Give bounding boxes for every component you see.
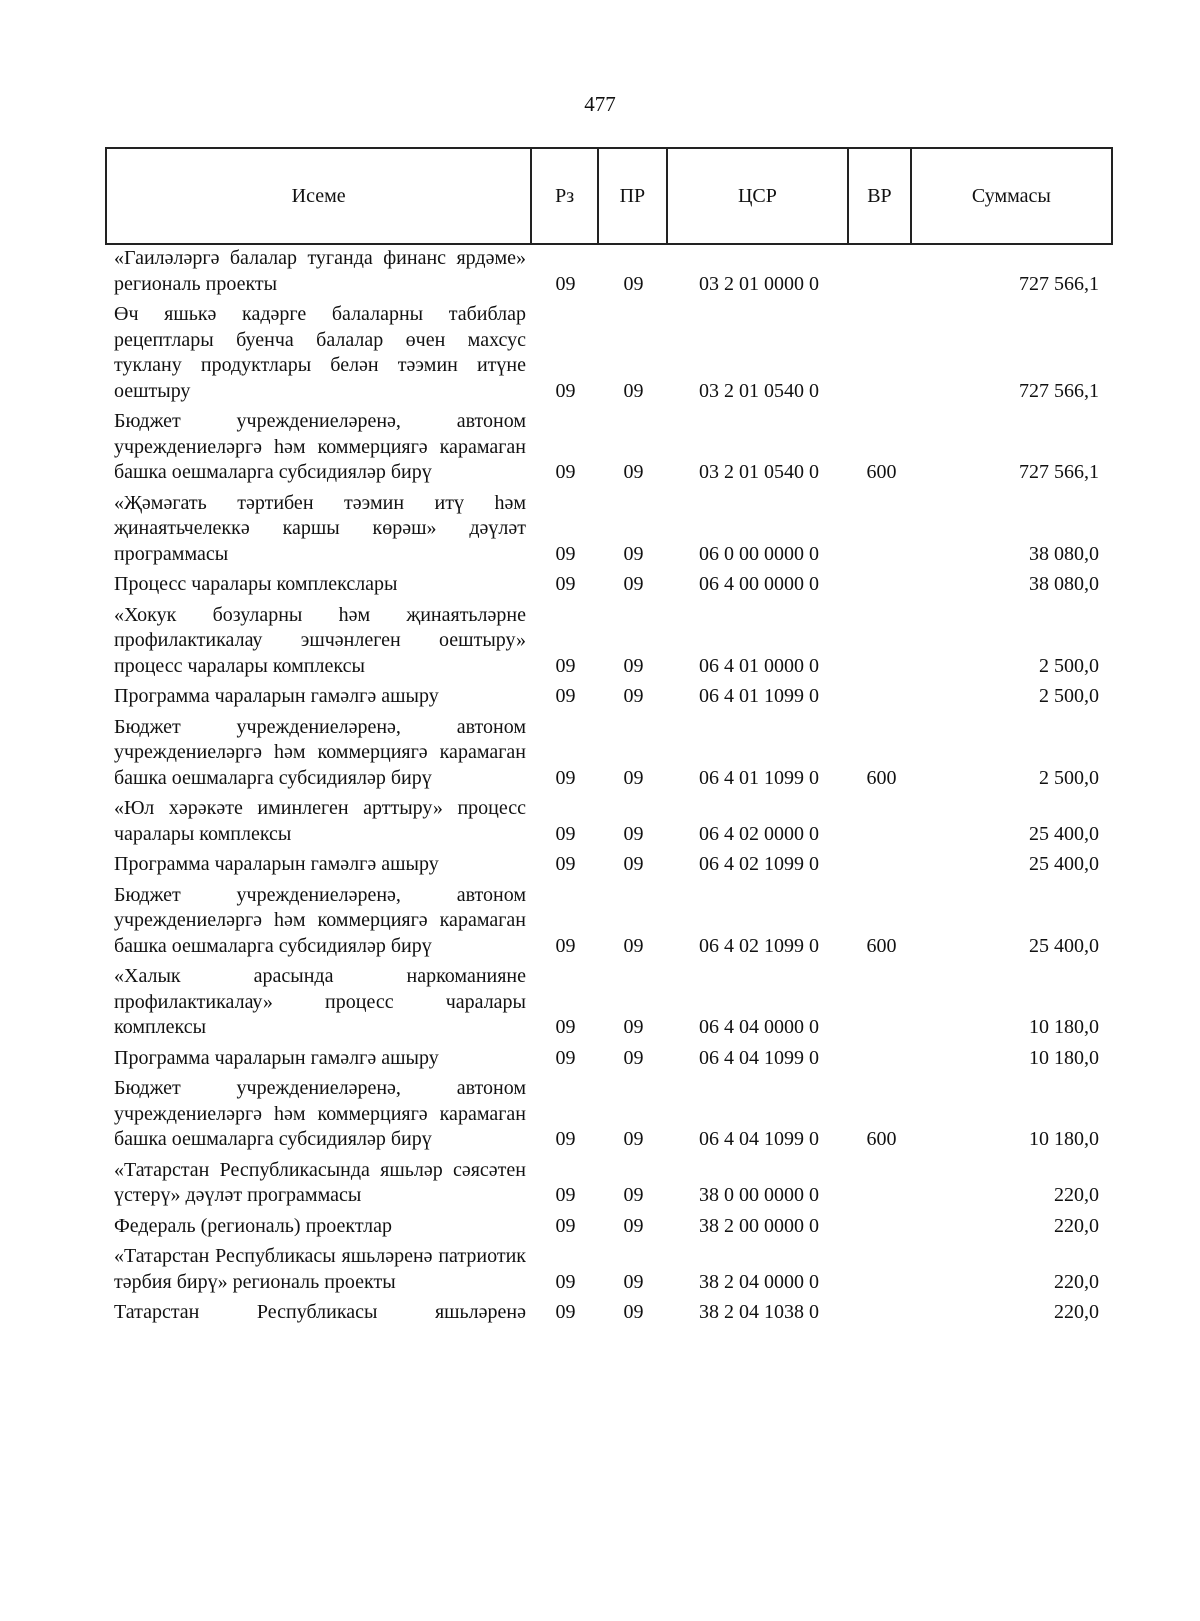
row-sum: 2 500,0 (1039, 654, 1099, 677)
row-pr: 09 (623, 853, 644, 875)
row-sum: 727 566,1 (1019, 379, 1099, 402)
row-sum: 38 080,0 (1029, 542, 1099, 565)
row-name: Программа чараларын гамәлгә ашыру (114, 1046, 439, 1069)
table-row (105, 246, 1113, 297)
row-name: «Гаиләләргә балалар туганда финанс ярдәме» региональ проекты (114, 247, 526, 295)
row-sum: 220,0 (1054, 1270, 1099, 1293)
table-row (105, 964, 1113, 1041)
row-rz: 09 (555, 853, 576, 875)
row-pr: 09 (623, 1016, 644, 1038)
table-row (105, 883, 1113, 960)
row-csr: 38 2 04 0000 0 (699, 1270, 819, 1293)
row-csr: 06 4 01 0000 0 (699, 654, 819, 677)
row-pr: 09 (623, 1184, 644, 1206)
row-rz: 09 (555, 654, 576, 677)
row-vr: 600 (866, 461, 897, 483)
table-row (105, 1244, 1113, 1295)
row-name: Бюджет учреждениеләренә, автоном учреждениеләргә һәм коммерциягә карамаган башка оешмаларга субсидияләр бирү (114, 410, 526, 483)
row-sum: 25 400,0 (1029, 853, 1099, 875)
row-pr: 09 (623, 1270, 644, 1293)
row-csr: 03 2 01 0540 0 (699, 379, 819, 402)
row-pr: 09 (623, 542, 644, 565)
table-row (105, 796, 1113, 847)
row-rz: 09 (555, 1184, 576, 1206)
row-pr: 09 (623, 573, 644, 595)
table-row (105, 715, 1113, 792)
row-vr: 600 (866, 934, 897, 957)
row-pr: 09 (623, 1046, 644, 1069)
row-name: «Халык арасында наркоманияне профилактикалау» процесс чаралары комплексы (114, 965, 526, 1038)
row-rz: 09 (555, 1214, 576, 1237)
row-pr: 09 (623, 461, 644, 483)
row-csr: 06 4 00 0000 0 (699, 573, 819, 595)
header-csr: ЦСР (668, 149, 849, 243)
row-rz: 09 (555, 934, 576, 957)
row-sum: 220,0 (1054, 1184, 1099, 1206)
row-sum: 25 400,0 (1029, 934, 1099, 957)
row-pr: 09 (623, 934, 644, 957)
row-sum: 25 400,0 (1029, 822, 1099, 845)
row-vr: 600 (866, 766, 897, 789)
row-rz: 09 (555, 822, 576, 845)
row-name: Татарстан Республикасы яшьләренә (114, 1301, 526, 1323)
row-rz: 09 (555, 1270, 576, 1293)
row-pr: 09 (623, 272, 644, 295)
row-csr: 38 2 04 1038 0 (699, 1301, 819, 1323)
row-name: Процесс чаралары комплекслары (114, 573, 398, 595)
row-csr: 06 4 04 1099 0 (699, 1128, 819, 1150)
row-pr: 09 (623, 1128, 644, 1150)
row-csr: 03 2 01 0540 0 (699, 461, 819, 483)
header-vr: ВР (849, 149, 912, 243)
row-csr: 38 2 00 0000 0 (699, 1214, 819, 1237)
row-rz: 09 (555, 542, 576, 565)
row-sum: 10 180,0 (1029, 1128, 1099, 1150)
row-csr: 38 0 00 0000 0 (699, 1184, 819, 1206)
row-rz: 09 (555, 1301, 576, 1323)
table-row (105, 491, 1113, 568)
row-name: Бюджет учреждениеләренә, автоном учреждениеләргә һәм коммерциягә карамаган башка оешмаларга субсидияләр бирү (114, 883, 526, 957)
row-sum: 220,0 (1054, 1214, 1099, 1237)
row-sum: 10 180,0 (1029, 1016, 1099, 1038)
row-name: Өч яшькә кадәрге балаларны табиблар рецептлары буенча балалар өчен махсус туклану продуктлары белән тәэмин итүне оештыру (114, 303, 526, 402)
row-csr: 06 4 04 0000 0 (699, 1016, 819, 1038)
row-sum: 2 500,0 (1039, 766, 1099, 789)
table-row (105, 852, 1113, 878)
table-row (105, 409, 1113, 486)
row-rz: 09 (555, 1046, 576, 1069)
row-name: «Татарстан Республикасы яшьләренә патриотик тәрбия бирү» региональ проекты (114, 1245, 526, 1293)
row-pr: 09 (623, 1214, 644, 1237)
row-csr: 03 2 01 0000 0 (699, 272, 819, 295)
row-vr: 600 (866, 1128, 897, 1150)
row-csr: 06 4 01 1099 0 (699, 685, 819, 707)
row-name: «Юл хәрәкәте иминлеген арттыру» процесс чаралары комплексы (114, 797, 526, 845)
table-row (105, 1046, 1113, 1072)
table-row (105, 1214, 1113, 1240)
page-number: 477 (584, 92, 616, 116)
header-sum: Суммасы (971, 184, 1051, 207)
row-csr: 06 4 01 1099 0 (699, 766, 819, 789)
row-rz: 09 (555, 766, 576, 789)
row-rz: 09 (555, 461, 576, 483)
row-name: «Җәмәгать тәртибен тәэмин итү һәм җинаятьчелеккә каршы көрәш» дәүләт программасы (114, 491, 526, 565)
row-csr: 06 4 04 1099 0 (699, 1046, 819, 1069)
row-sum: 727 566,1 (1019, 461, 1099, 483)
row-name: «Хокук бозуларны һәм җинаятьләрне профилактикалау эшчәнлеген оештыру» процесс чаралары комплексы (114, 603, 526, 677)
row-pr: 09 (623, 685, 644, 707)
header-name: Исеме (107, 149, 532, 243)
row-sum: 220,0 (1054, 1301, 1099, 1323)
table-row (105, 603, 1113, 680)
row-name: Бюджет учреждениеләренә, автоном учреждениеләргә һәм коммерциягә карамаган башка оешмаларга субсидияләр бирү (114, 1077, 526, 1150)
row-name: Программа чараларын гамәлгә ашыру (114, 853, 439, 875)
row-pr: 09 (623, 766, 644, 789)
row-rz: 09 (555, 272, 576, 295)
row-name: Программа чараларын гамәлгә ашыру (114, 685, 439, 707)
row-name: Бюджет учреждениеләренә, автоном учреждениеләргә һәм коммерциягә карамаган башка оешмаларга субсидияләр бирү (114, 715, 526, 789)
row-rz: 09 (555, 1128, 576, 1150)
row-pr: 09 (623, 822, 644, 845)
table-row (105, 302, 1113, 404)
table-row (105, 572, 1113, 598)
header-rz: Рз (532, 149, 599, 243)
header-pr: ПР (599, 149, 668, 243)
row-pr: 09 (623, 654, 644, 677)
table-header (105, 147, 1113, 245)
table-row (105, 684, 1113, 710)
row-rz: 09 (555, 379, 576, 402)
table-row (105, 1158, 1113, 1209)
row-csr: 06 4 02 0000 0 (699, 822, 819, 845)
row-name: «Татарстан Республикасында яшьләр сәясәтен үстерү» дәүләт программасы (114, 1158, 526, 1206)
row-csr: 06 4 02 1099 0 (699, 853, 819, 875)
row-sum: 10 180,0 (1029, 1046, 1099, 1069)
row-rz: 09 (555, 1016, 576, 1038)
row-pr: 09 (623, 379, 644, 402)
table-row (105, 1300, 1113, 1326)
row-pr: 09 (623, 1301, 644, 1323)
row-rz: 09 (555, 573, 576, 595)
row-name: Федераль (региональ) проектлар (114, 1214, 392, 1237)
row-csr: 06 4 02 1099 0 (699, 934, 819, 957)
row-rz: 09 (555, 685, 576, 707)
row-sum: 727 566,1 (1019, 272, 1099, 295)
row-csr: 06 0 00 0000 0 (699, 542, 819, 565)
table-row (105, 1076, 1113, 1153)
row-sum: 2 500,0 (1039, 685, 1099, 707)
row-sum: 38 080,0 (1029, 573, 1099, 595)
table-body (105, 246, 1113, 1331)
